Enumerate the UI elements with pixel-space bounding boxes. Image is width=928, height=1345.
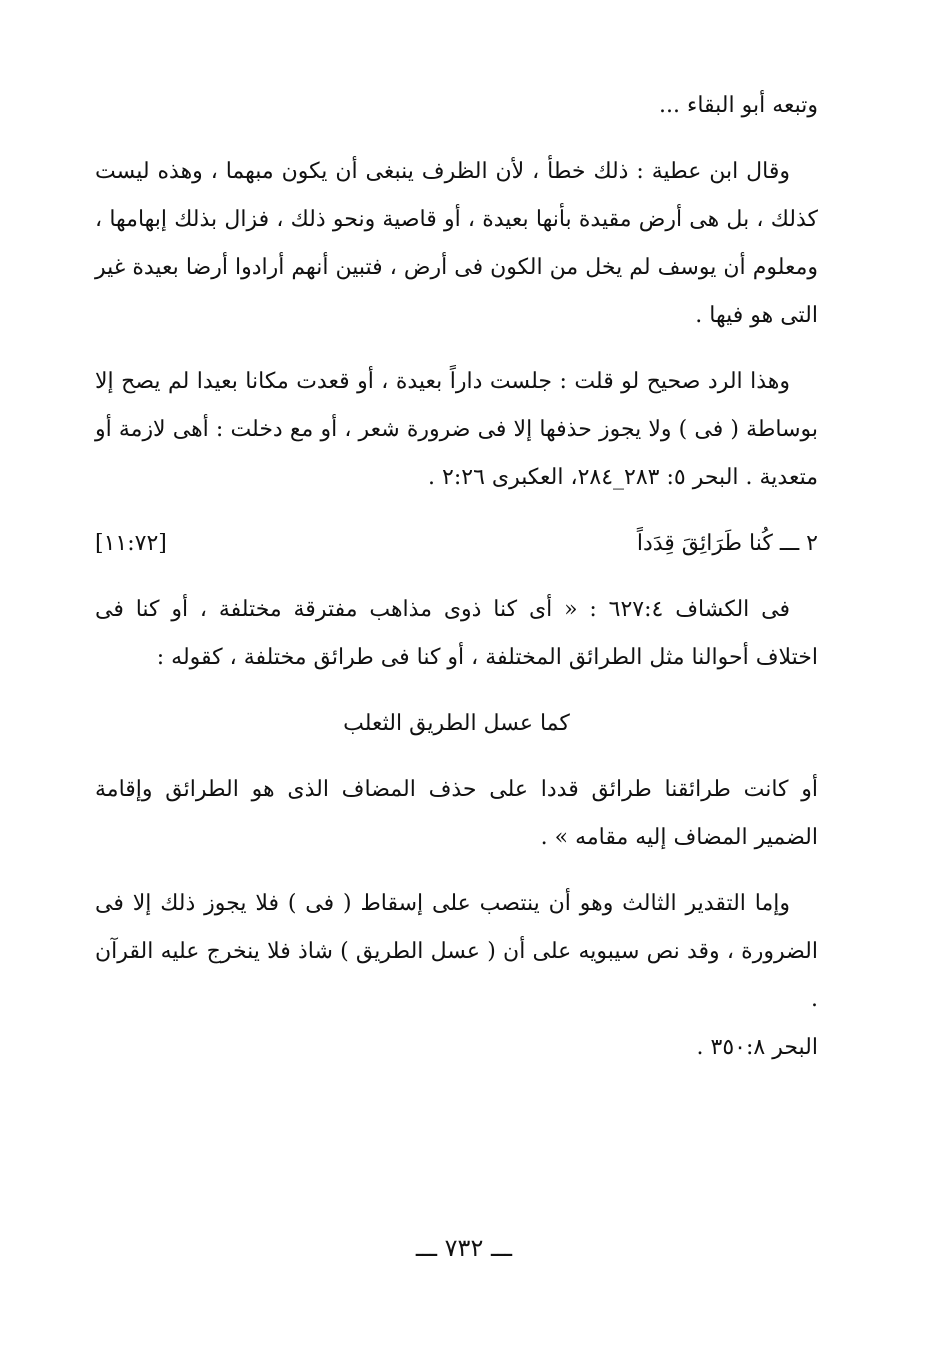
- paragraph-radd: وهذا الرد صحيح لو قلت : جلست داراً بعيدة ، أو قعدت مكانا بعيدا لم يصح إلا بوساطة ( فى ) ولا يجوز حذفها إلا فى ضرورة شعر ، أو مع دخلت : أهى لازمة أو متعدية . البحر ٥: ٢٨٣_٢٨٤، العكبرى ٢:٢٦ .: [95, 369, 818, 490]
- verse-text: ٢ ـــ كُنا طَرَائِقَ قِدَداً: [636, 531, 818, 556]
- verse-reference: [١١:٧٢]: [95, 531, 167, 556]
- opening-line: وتبعه أبو البقاء ...: [659, 93, 818, 118]
- paragraph-kashshaf: فى الكشاف ٦٢٧:٤ : « أى كنا ذوى مذاهب مفترقة مختلفة ، أو كنا فى اختلاف أحوالنا مثل الطرائق المختلفة ، أو كنا فى طرائق مختلفة ، كقوله :: [95, 597, 818, 670]
- poetry-line: كما عسل الطريق الثعلب: [343, 711, 570, 736]
- paragraph-ibn-atiyya: وقال ابن عطية : ذلك خطأ ، لأن الظرف ينبغى أن يكون مبهما ، وهذه ليست كذلك ، بل هى أرض مقيدة بأنها بعيدة ، أو قاصية ونحو ذلك ، فزال بذلك إبهامها ، ومعلوم أن يوسف لم يخل من الكون فى أرض ، فتبين أنهم أرادوا أرضا بعيدة غير التى هو فيها .: [95, 159, 818, 328]
- bahr-reference: البحر ٣٥٠:٨ .: [696, 1035, 818, 1060]
- paragraph-taqdir: وإما التقدير الثالث وهو أن ينتصب على إسقاط ( فى ) فلا يجوز ذلك إلا فى الضرورة ، وقد نص سيبويه على أن ( عسل الطريق ) شاذ فلا ينخرج عليه القرآن .: [95, 891, 818, 1012]
- page-body: [95, 82, 818, 1072]
- paragraph-aw-kanat: أو كانت طرائقنا طرائق قددا على حذف المضاف الذى هو الطرائق وإقامة الضمير المضاف إليه مقامه » .: [95, 777, 818, 850]
- verse-row: [95, 520, 818, 568]
- page-number: ـــ ٧٣٢ ـــ: [415, 1234, 513, 1262]
